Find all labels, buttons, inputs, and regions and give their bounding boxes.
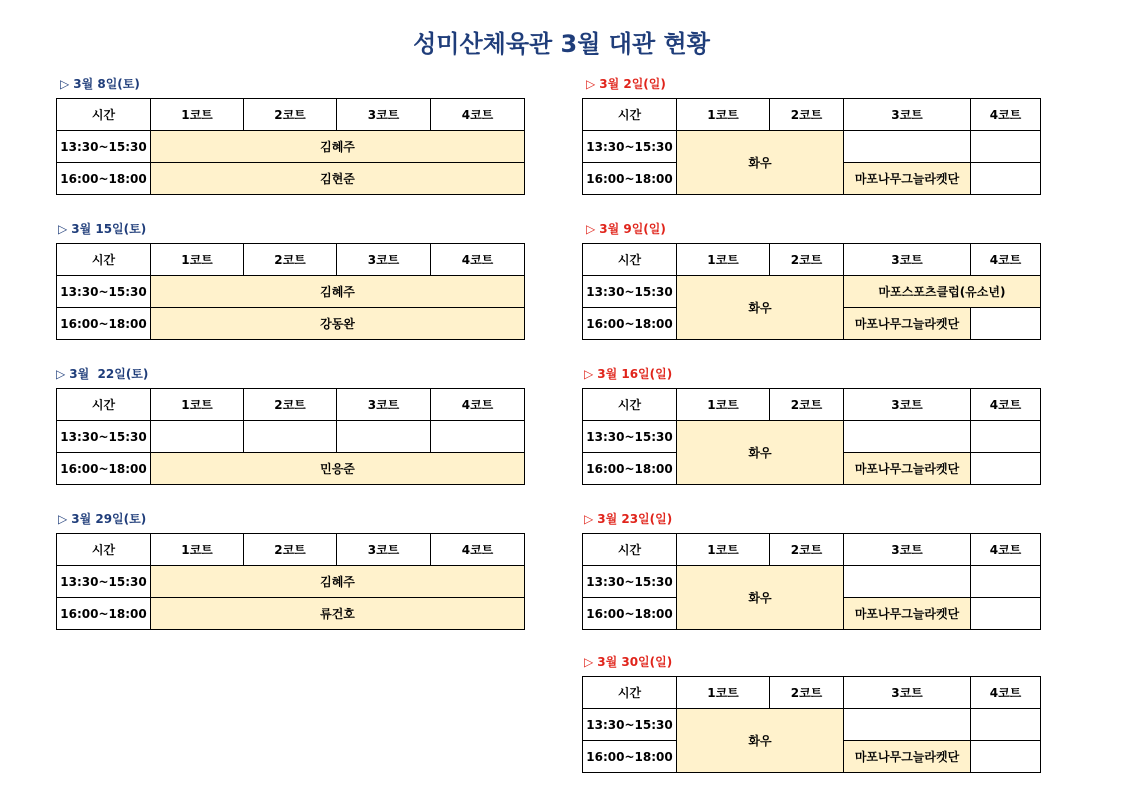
time-slot: 16:00~18:00	[57, 598, 151, 630]
header-court1: 1코트	[151, 244, 244, 276]
slot-row-early	[583, 566, 1041, 598]
slot-row-early	[583, 421, 1041, 453]
empty-cell	[971, 709, 1041, 741]
schedule-table-sat-3	[56, 388, 525, 485]
time-slot: 13:30~15:30	[583, 421, 677, 453]
header-row	[583, 99, 1041, 131]
header-time: 시간	[583, 99, 677, 131]
schedule-table-sun-2	[582, 243, 1041, 340]
header-court1: 1코트	[677, 244, 770, 276]
time-slot: 16:00~18:00	[583, 741, 677, 773]
booking-cell-courts12: 화우	[677, 566, 844, 630]
section-label-sun-4	[584, 510, 672, 527]
header-time: 시간	[583, 534, 677, 566]
header-court1: 1코트	[677, 389, 770, 421]
date-label: 3월 23일(일)	[597, 512, 673, 526]
time-slot: 16:00~18:00	[583, 453, 677, 485]
time-slot: 16:00~18:00	[57, 453, 151, 485]
date-label: 3월 22일(토)	[69, 367, 149, 381]
time-slot: 13:30~15:30	[57, 131, 151, 163]
header-court1: 1코트	[151, 534, 244, 566]
header-row	[57, 389, 525, 421]
booking-cell-court3: 마포나무그늘라켓단	[844, 598, 971, 630]
empty-cell	[971, 598, 1041, 630]
empty-cell	[971, 131, 1041, 163]
date-label: 3월 9일(일)	[599, 222, 666, 236]
booking-cell-courts12: 화우	[677, 131, 844, 195]
schedule-table-sun-4	[582, 533, 1041, 630]
header-court4: 4코트	[971, 389, 1041, 421]
booking-cell: 류건호	[151, 598, 525, 630]
empty-cell	[844, 421, 971, 453]
header-court4: 4코트	[431, 99, 525, 131]
header-time: 시간	[583, 389, 677, 421]
header-time: 시간	[583, 677, 677, 709]
header-row	[583, 534, 1041, 566]
date-label: 3월 16일(일)	[597, 367, 673, 381]
time-slot: 13:30~15:30	[583, 276, 677, 308]
booking-cell-courts34: 마포스포츠클럽(유소년)	[844, 276, 1041, 308]
header-court4: 4코트	[971, 99, 1041, 131]
slot-row-late	[57, 163, 525, 195]
empty-cell	[844, 566, 971, 598]
slot-row-early	[583, 131, 1041, 163]
header-court2: 2코트	[244, 534, 337, 566]
section-label-sat-2	[58, 220, 146, 237]
date-label: 3월 8일(토)	[73, 77, 140, 91]
header-court2: 2코트	[770, 389, 844, 421]
header-time: 시간	[57, 244, 151, 276]
header-court4: 4코트	[971, 534, 1041, 566]
slot-row-late	[57, 598, 525, 630]
header-row	[583, 244, 1041, 276]
header-time: 시간	[57, 99, 151, 131]
time-slot: 13:30~15:30	[57, 566, 151, 598]
section-label-sun-1	[586, 75, 666, 92]
empty-cell	[844, 131, 971, 163]
booking-cell: 김혜주	[151, 276, 525, 308]
header-court4: 4코트	[431, 534, 525, 566]
empty-cell	[337, 421, 431, 453]
header-court3: 3코트	[844, 99, 971, 131]
header-court2: 2코트	[770, 99, 844, 131]
header-court3: 3코트	[844, 677, 971, 709]
header-court3: 3코트	[337, 99, 431, 131]
time-slot: 16:00~18:00	[583, 598, 677, 630]
empty-cell	[431, 421, 525, 453]
booking-cell: 김현준	[151, 163, 525, 195]
section-label-sun-2	[586, 220, 666, 237]
booking-cell-court3: 마포나무그늘라켓단	[844, 163, 971, 195]
empty-cell	[971, 566, 1041, 598]
schedule-table-sat-2	[56, 243, 525, 340]
triangle-right-icon: ▷	[584, 655, 594, 669]
slot-row-early	[583, 709, 1041, 741]
time-slot: 16:00~18:00	[583, 308, 677, 340]
booking-cell-courts12: 화우	[677, 709, 844, 773]
header-court3: 3코트	[844, 244, 971, 276]
triangle-right-icon: ▷	[60, 77, 70, 91]
section-label-sun-3	[584, 365, 672, 382]
header-time: 시간	[57, 534, 151, 566]
time-slot: 16:00~18:00	[57, 308, 151, 340]
page-title: 성미산체육관 3월 대관 현황	[413, 30, 710, 58]
empty-cell	[151, 421, 244, 453]
date-label: 3월 15일(토)	[71, 222, 147, 236]
empty-cell	[971, 741, 1041, 773]
header-row	[583, 389, 1041, 421]
empty-cell	[971, 453, 1041, 485]
empty-cell	[244, 421, 337, 453]
slot-row-early	[57, 131, 525, 163]
section-label-sun-5	[584, 653, 672, 670]
triangle-right-icon: ▷	[584, 512, 594, 526]
booking-cell: 강동완	[151, 308, 525, 340]
header-court3: 3코트	[337, 389, 431, 421]
booking-cell-court3: 마포나무그늘라켓단	[844, 453, 971, 485]
triangle-right-icon: ▷	[586, 77, 596, 91]
time-slot: 16:00~18:00	[583, 163, 677, 195]
header-row	[583, 677, 1041, 709]
time-slot: 13:30~15:30	[583, 709, 677, 741]
header-court3: 3코트	[844, 534, 971, 566]
header-court2: 2코트	[770, 244, 844, 276]
header-court3: 3코트	[337, 244, 431, 276]
header-court3: 3코트	[337, 534, 431, 566]
empty-cell	[971, 308, 1041, 340]
schedule-table-sun-5	[582, 676, 1041, 773]
time-slot: 13:30~15:30	[583, 131, 677, 163]
booking-cell-court3: 마포나무그늘라켓단	[844, 308, 971, 340]
slot-row-early	[57, 276, 525, 308]
slot-row-early	[583, 276, 1041, 308]
header-court3: 3코트	[844, 389, 971, 421]
date-label: 3월 29일(토)	[71, 512, 147, 526]
date-label: 3월 30일(일)	[597, 655, 673, 669]
triangle-right-icon: ▷	[584, 367, 594, 381]
header-court4: 4코트	[971, 244, 1041, 276]
date-label: 3월 2일(일)	[599, 77, 666, 91]
empty-cell	[971, 421, 1041, 453]
header-court1: 1코트	[151, 99, 244, 131]
header-court4: 4코트	[971, 677, 1041, 709]
schedule-table-sun-3	[582, 388, 1041, 485]
header-court2: 2코트	[244, 389, 337, 421]
schedule-table-sat-1	[56, 98, 525, 195]
time-slot: 13:30~15:30	[57, 421, 151, 453]
booking-cell-courts12: 화우	[677, 421, 844, 485]
header-court2: 2코트	[770, 534, 844, 566]
section-label-sat-3	[56, 365, 148, 382]
booking-cell: 민응준	[151, 453, 525, 485]
empty-cell	[844, 709, 971, 741]
header-time: 시간	[583, 244, 677, 276]
header-court4: 4코트	[431, 244, 525, 276]
header-court1: 1코트	[677, 99, 770, 131]
slot-row-early	[57, 566, 525, 598]
booking-cell: 김혜주	[151, 566, 525, 598]
header-row	[57, 244, 525, 276]
time-slot: 13:30~15:30	[583, 566, 677, 598]
booking-cell-courts12: 화우	[677, 276, 844, 340]
triangle-right-icon: ▷	[586, 222, 596, 236]
header-court1: 1코트	[677, 677, 770, 709]
section-label-sat-4	[58, 510, 146, 527]
slot-row-early	[57, 421, 525, 453]
slot-row-late	[57, 453, 525, 485]
section-label-sat-1	[60, 75, 140, 92]
triangle-right-icon: ▷	[58, 222, 68, 236]
booking-cell: 김혜주	[151, 131, 525, 163]
time-slot: 16:00~18:00	[57, 163, 151, 195]
header-court2: 2코트	[770, 677, 844, 709]
header-row	[57, 534, 525, 566]
header-time: 시간	[57, 389, 151, 421]
time-slot: 13:30~15:30	[57, 276, 151, 308]
schedule-table-sun-1	[582, 98, 1041, 195]
header-court1: 1코트	[677, 534, 770, 566]
header-court4: 4코트	[431, 389, 525, 421]
header-court2: 2코트	[244, 244, 337, 276]
header-court1: 1코트	[151, 389, 244, 421]
header-court2: 2코트	[244, 99, 337, 131]
triangle-right-icon: ▷	[58, 512, 68, 526]
triangle-right-icon: ▷	[56, 367, 66, 381]
header-row	[57, 99, 525, 131]
booking-cell-court3: 마포나무그늘라켓단	[844, 741, 971, 773]
schedule-table-sat-4	[56, 533, 525, 630]
slot-row-late	[57, 308, 525, 340]
empty-cell	[971, 163, 1041, 195]
